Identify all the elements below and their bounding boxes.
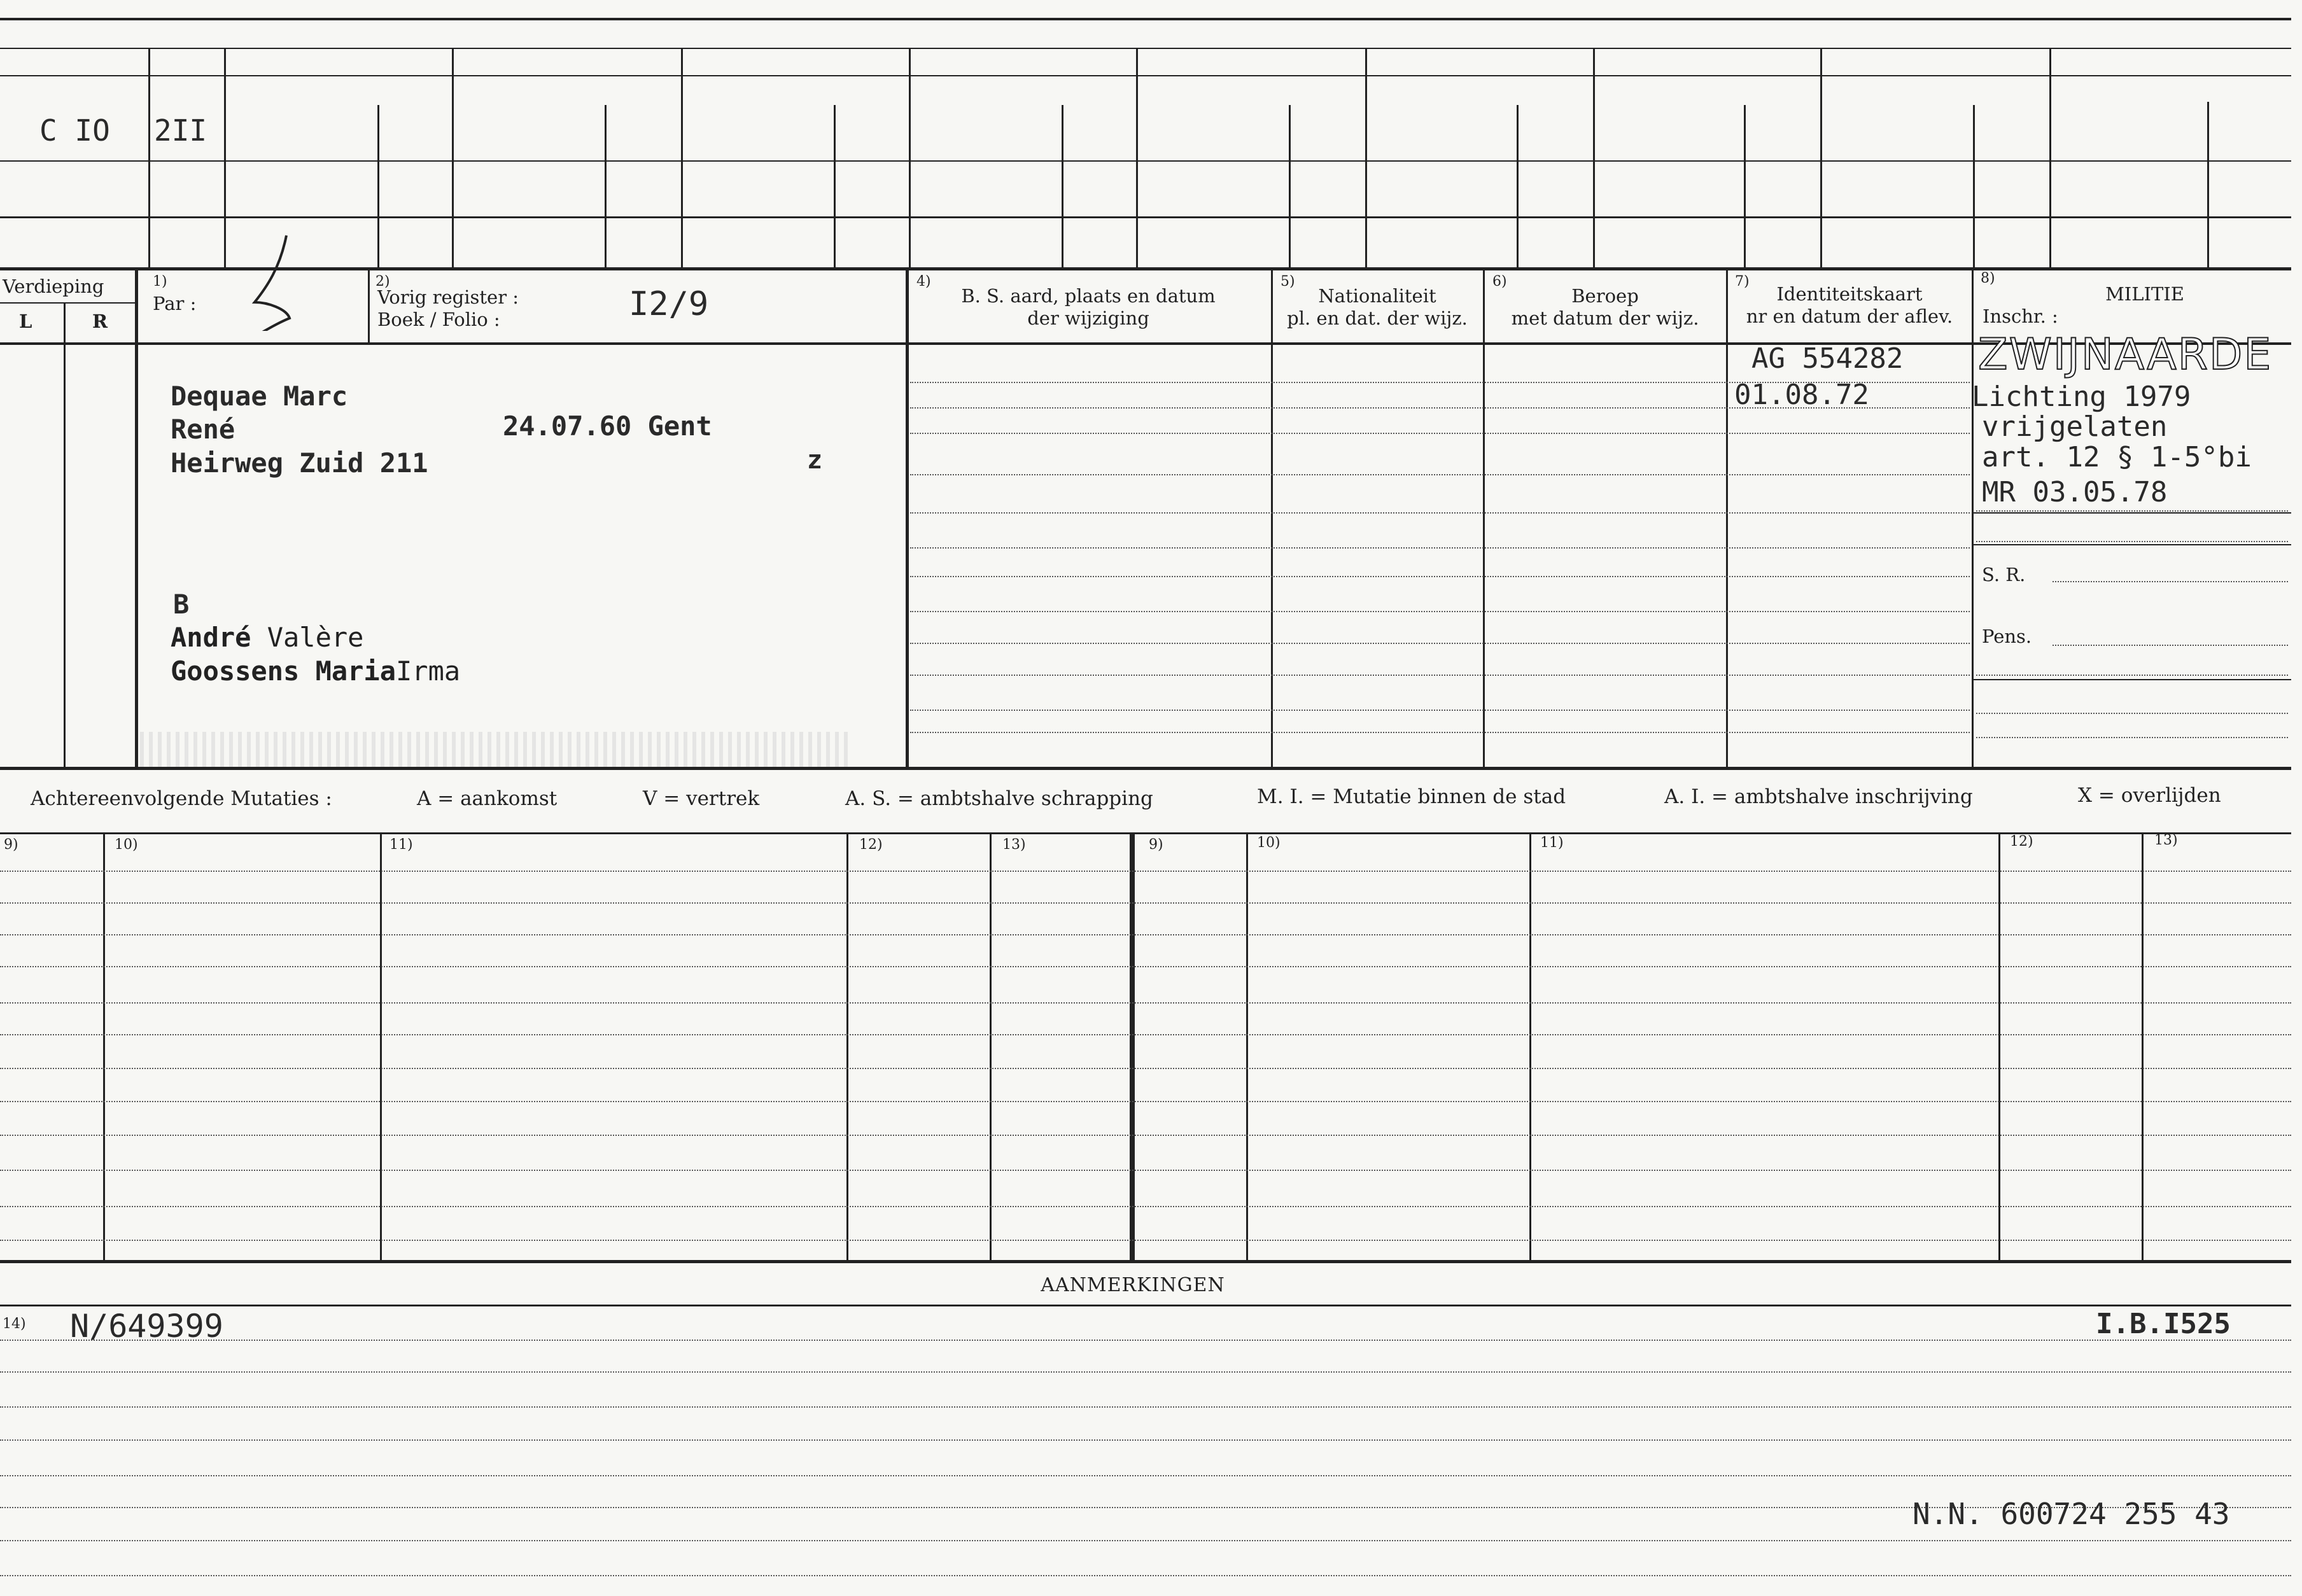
mut-col-line: [2142, 832, 2144, 1262]
aanmerkingen-ref: I.B.I525: [2096, 1308, 2231, 1340]
grid-vline: [1593, 48, 1595, 267]
mut-col-10b: 10): [1257, 835, 1281, 851]
grid-vline: [1820, 48, 1822, 267]
section-line: [0, 1260, 2291, 1263]
legend-v: V = vertrek: [643, 787, 760, 810]
militie-mr: MR 03.05.78: [1982, 476, 2168, 508]
l-label: L: [19, 311, 32, 332]
father-name: [171, 622, 363, 653]
grid-vline: [1744, 105, 1746, 267]
verdieping-sub-line: [0, 302, 135, 304]
section-line: [0, 767, 2291, 770]
grid-line: [0, 75, 2291, 76]
aanmerkingen-number: N/649399: [70, 1308, 223, 1345]
mutaties-title: Achtereenvolgende Mutaties :: [31, 787, 332, 810]
person-birth: 24.07.60 Gent: [503, 410, 712, 442]
mut-col-13b: 13): [2154, 832, 2178, 848]
person-firstname: René: [171, 414, 235, 445]
inschr-label: Inschr. :: [1983, 305, 2058, 327]
father-name-rest: Valère: [267, 622, 364, 653]
grid-vline: [1365, 48, 1367, 267]
legend-ai: A. I. = ambtshalve inschrijving: [1664, 785, 1973, 808]
grid-line: [0, 48, 2291, 49]
bs-label-line1: B. S. aard, plaats en datum: [961, 285, 1216, 307]
grid-vline: [1289, 105, 1291, 267]
beroep-line1: Beroep: [1571, 285, 1639, 307]
person-surname: Dequae Marc: [171, 381, 348, 412]
col-divider: [1726, 267, 1728, 767]
mut-col-12b: 12): [2010, 834, 2033, 850]
legend-mi: M. I. = Mutatie binnen de stad: [1257, 785, 1566, 808]
par-label: Par :: [153, 293, 197, 314]
militie-lichting: Lichting 1979: [1972, 381, 2191, 413]
section-line: [0, 1305, 2291, 1306]
legend-a: A = aankomst: [417, 787, 558, 810]
grid-vline: [148, 48, 150, 267]
mut-col-9b: 9): [1149, 837, 1163, 853]
grid-vline: [909, 48, 911, 267]
nationaliteit-line1: Nationaliteit: [1318, 285, 1436, 307]
col-divider: [1972, 267, 1974, 767]
militie-vrijgelaten: vrijgelaten: [1982, 410, 2168, 443]
grid-vline: [1973, 105, 1975, 267]
mut-col-line: [990, 832, 992, 1262]
grid-line: [0, 267, 2291, 270]
person-address: Heirweg Zuid 211: [171, 447, 428, 479]
field-number-4: 4): [916, 274, 931, 290]
field-number-5: 5): [1281, 274, 1295, 290]
boek-folio-label: Boek / Folio :: [377, 309, 500, 330]
mother-name-bold: Goossens Maria: [171, 655, 397, 687]
col-divider: [135, 267, 138, 767]
mut-col-9: 9): [4, 837, 18, 853]
mut-col-13: 13): [1002, 837, 1026, 853]
grid-vline: [224, 48, 226, 267]
header-bottom-line: [0, 342, 2291, 345]
militie-divider: [1973, 544, 2291, 545]
top-border: [0, 18, 2291, 20]
bs-label-line2: der wijziging: [1027, 307, 1149, 329]
aanmerkingen-title: AANMERKINGEN: [1041, 1274, 1225, 1296]
militie-article: art. 12 § 1-5°bi: [1982, 441, 2252, 473]
militie-stamp: ZWIJNAARDE: [1978, 330, 2273, 380]
mut-col-10: 10): [115, 837, 138, 853]
vorig-register-label: Vorig register :: [377, 286, 519, 308]
legend-as: A. S. = ambtshalve schrapping: [845, 787, 1153, 810]
code-c-io: C IO: [39, 113, 110, 148]
grid-vline: [1517, 105, 1519, 267]
grid-vline: [1062, 105, 1063, 267]
field-number-2: 2): [375, 274, 390, 290]
identiteitskaart-line2: nr en datum der aflev.: [1746, 305, 1953, 327]
col-divider: [1483, 267, 1485, 767]
id-card-date: 01.08.72: [1734, 379, 1869, 411]
father-name-bold: André: [171, 622, 251, 653]
grid-vline: [452, 48, 454, 267]
mut-col-11: 11): [390, 837, 413, 853]
nn-number: N.N. 600724 255 43: [1912, 1497, 2230, 1531]
grid-vline: [377, 105, 379, 267]
grid-vline: [1136, 48, 1138, 267]
mut-col-line: [1998, 832, 2000, 1262]
mother-name: [171, 655, 460, 687]
grid-vline: [681, 48, 683, 267]
mother-name-rest: Irma: [396, 655, 461, 687]
mut-col-11b: 11): [1540, 835, 1564, 851]
vorig-register-value: I2/9: [629, 285, 709, 323]
legend-x: X = overlijden: [2078, 784, 2221, 807]
pens-label: Pens.: [1982, 626, 2032, 647]
grid-vline: [2207, 102, 2209, 267]
r-label: R: [92, 311, 108, 332]
mut-col-line: [380, 832, 382, 1262]
mut-col-12: 12): [859, 837, 883, 853]
grid-vline: [2049, 48, 2051, 267]
mut-col-line: [1529, 832, 1531, 1262]
col-divider: [368, 267, 370, 342]
scan-noise: [140, 732, 853, 767]
lr-divider: [64, 302, 66, 767]
field-number-8: 8): [1981, 270, 1995, 286]
field-number-6: 6): [1492, 274, 1507, 290]
identiteitskaart-line1: Identiteitskaart: [1776, 283, 1923, 305]
grid-line: [0, 160, 2291, 162]
par-handwritten-mark: [242, 229, 312, 331]
mut-col-line: [846, 832, 848, 1262]
beroep-line2: met datum der wijz.: [1511, 307, 1699, 329]
mut-col-line: [1246, 832, 1248, 1262]
sr-label: S. R.: [1982, 564, 2026, 585]
field-number-14: 14): [3, 1316, 26, 1332]
person-b-mark: B: [173, 589, 190, 620]
grid-vline: [605, 105, 607, 267]
id-card-number: AG 554282: [1751, 342, 1904, 375]
militie-label: MILITIE: [2105, 283, 2184, 305]
mut-col-line: [103, 832, 105, 1262]
nationaliteit-line2: pl. en dat. der wijz.: [1287, 307, 1468, 329]
militie-divider: [1973, 512, 2291, 514]
col-divider: [906, 267, 909, 767]
field-number-7: 7): [1735, 274, 1750, 290]
militie-divider: [1973, 679, 2291, 680]
grid-line: [0, 216, 2291, 218]
mut-center-line: [1130, 832, 1135, 1262]
section-line: [0, 832, 2291, 834]
person-z-mark: z: [807, 445, 823, 475]
grid-vline: [834, 105, 836, 267]
verdieping-label: Verdieping: [3, 276, 104, 297]
field-number-1: 1): [153, 274, 167, 290]
code-2ii: 2II: [154, 113, 207, 148]
col-divider: [1271, 267, 1273, 767]
